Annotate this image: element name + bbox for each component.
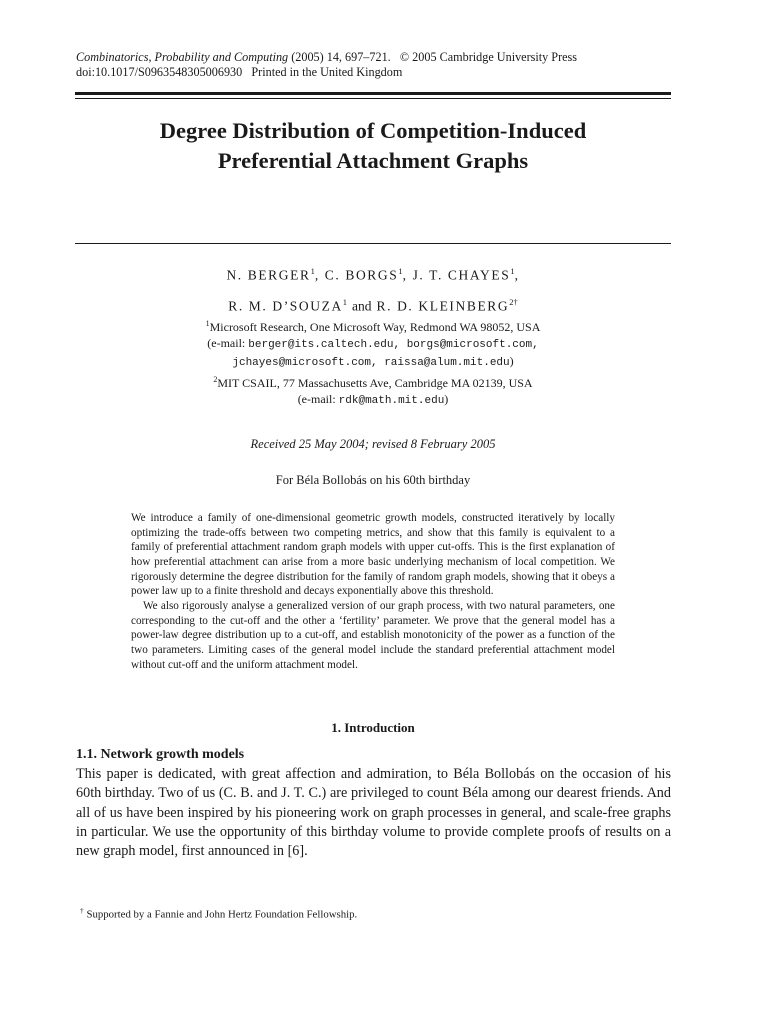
affiliation-1-name-line bbox=[75, 316, 671, 335]
received-date: Received 25 May 2004; revised 8 February 2005 bbox=[250, 437, 496, 451]
email-prefix: (e-mail: bbox=[297, 392, 339, 406]
author-sup: 1 bbox=[510, 266, 515, 276]
affiliation-1-email-line-2 bbox=[75, 353, 671, 371]
email-address: rdk@math.mit.edu bbox=[338, 395, 445, 407]
journal-name: Combinatorics, Probability and Computing bbox=[76, 50, 289, 64]
author-chayes: J. T. CHAYES bbox=[412, 267, 511, 283]
doi-line bbox=[76, 65, 577, 80]
author-kleinberg: R. D. KLEINBERG bbox=[376, 298, 510, 313]
affiliation-sup: 2 bbox=[213, 375, 218, 384]
affiliation-2-name-line bbox=[75, 372, 671, 391]
footnote bbox=[80, 906, 357, 921]
email-prefix: (e-mail: bbox=[207, 336, 249, 350]
affiliation-2-email-line bbox=[75, 391, 671, 409]
abstract bbox=[131, 511, 615, 672]
affiliation-sup: 1 bbox=[205, 319, 210, 328]
dedication: For Béla Bollobás on his 60th birthday bbox=[275, 473, 471, 487]
section-heading: 1. Introduction bbox=[331, 720, 415, 735]
author-dsouza: R. M. D’SOUZA bbox=[228, 298, 343, 313]
author-line-1: N. BERGER$^1$, C. BORGS$^1$, J. T. CHAYES$^1$, bbox=[226, 266, 520, 283]
doi: doi:10.1017/S0963548305006930 bbox=[76, 64, 243, 79]
email-suffix: ) bbox=[444, 392, 449, 406]
email-suffix: ) bbox=[509, 354, 514, 368]
title-rule bbox=[75, 243, 671, 244]
abstract-paragraph-1: We introduce a family of one-dimensional geometric growth models, constructed iteratively by locally optimizing the trade-offs between two competing metrics, and show that this family is equivalent to a family of preferential attachment random graph models with upper cut-offs. This is the first explanation of how preferential attachment can arise from a more basic underlying mechanism of local competition. We rigorously determine the degree distribution for the family of random graph models, showing that it obeys a power law up to a finite threshold and decays exponentially above this threshold. bbox=[131, 512, 615, 598]
title-line-2: Preferential Attachment Graphs bbox=[217, 148, 529, 173]
journal-volume-pages: (2005) 14, 697–721. bbox=[288, 50, 391, 64]
author-berger: N. BERGER bbox=[226, 267, 311, 283]
footnote-text: Supported by a Fannie and John Hertz Foundation Fellowship. bbox=[86, 908, 358, 921]
author-list bbox=[75, 258, 671, 319]
header-rule-thick bbox=[75, 92, 671, 95]
printed-in: Printed in the United Kingdom bbox=[251, 64, 403, 79]
footnote-mark: † bbox=[80, 906, 84, 915]
affiliation-2 bbox=[75, 372, 671, 409]
body-paragraph: This paper is dedicated, with great affection and admiration, to Béla Bollobás on the occasion of his 60th birthday. Two of us (C. B. and J. T. C.) are privileged to count Béla among our dearest friends. And all of us have been inspired by his pioneering work on graph processes in general, and scale-free graphs in particular. We use the opportunity of this birthday volume to provide complete proofs of results on a new graph model, first announced in [6]. bbox=[76, 766, 671, 860]
paper-title bbox=[75, 116, 671, 176]
affiliation-2-name: MIT CSAIL, 77 Massachusetts Ave, Cambridge MA 02139, USA bbox=[217, 376, 533, 390]
author-borgs: C. BORGS bbox=[324, 267, 399, 283]
author-line-2 bbox=[75, 289, 671, 320]
author-sup: 1 bbox=[342, 296, 348, 307]
author-and: and bbox=[352, 298, 372, 313]
author-sup: 1 bbox=[398, 266, 403, 276]
header-rule-thin bbox=[75, 98, 671, 99]
email-address: berger@its.caltech.edu, borgs@microsoft.com, bbox=[248, 339, 539, 351]
author-sup: 2† bbox=[509, 296, 518, 307]
title-line-1: Degree Distribution of Competition-Induced bbox=[159, 118, 587, 143]
subsection-heading: 1.1. Network growth models bbox=[76, 747, 245, 762]
affiliation-1-email-line-1 bbox=[75, 335, 671, 353]
author-sup: 1 bbox=[310, 266, 315, 276]
email-address: jchayes@microsoft.com, raissa@alum.mit.edu bbox=[232, 357, 510, 369]
affiliation-1 bbox=[75, 316, 671, 371]
abstract-paragraph-2: We also rigorously analyse a generalized version of our graph process, with two natural parameters, one corresponding to the cut-off and the other a ‘fertility’ parameter. We prove that the general model has a power-law degree distribution up to a cut-off, and establish monotonicity of the power as a function of the two parameters. Limiting cases of the general model include the standard preferential attachment model without cut-off and the uniform attachment model. bbox=[131, 599, 615, 671]
journal-citation-line bbox=[76, 50, 577, 65]
journal-header bbox=[76, 50, 577, 79]
affiliation-1-name: Microsoft Research, One Microsoft Way, Redmond WA 98052, USA bbox=[209, 320, 541, 334]
copyright: © 2005 Cambridge University Press bbox=[399, 50, 578, 64]
